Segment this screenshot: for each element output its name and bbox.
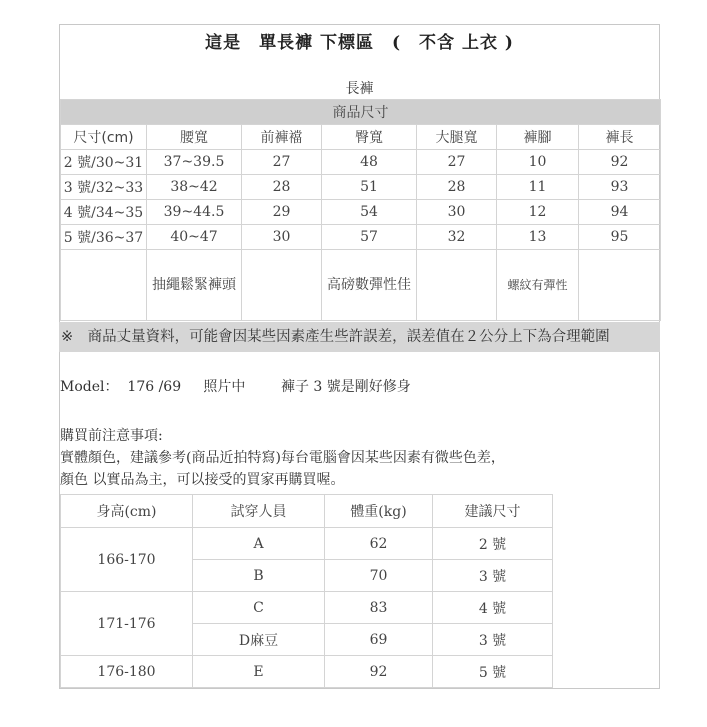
table-cell: 28 bbox=[417, 175, 497, 200]
table-cell: 4 號/34~35 bbox=[61, 200, 147, 225]
column-header: 大腿寬 bbox=[417, 125, 497, 150]
table-cell: 39~44.5 bbox=[147, 200, 242, 225]
feature-cell: 高磅數彈性佳 bbox=[322, 250, 417, 321]
model-photo-label: 照片中 bbox=[203, 379, 246, 395]
weight-cell: 69 bbox=[325, 624, 433, 656]
size-cell: 3 號 bbox=[433, 560, 553, 592]
column-header: 尺寸(cm) bbox=[61, 125, 147, 150]
column-header: 身高(cm) bbox=[61, 495, 193, 528]
size-table-header: 商品尺寸 bbox=[61, 100, 661, 125]
table-cell: 48 bbox=[322, 150, 417, 175]
feature-cell bbox=[579, 250, 661, 321]
table-row bbox=[61, 592, 553, 624]
feature-cell bbox=[242, 250, 322, 321]
model-fit-note: 褲子 3 號是剛好修身 bbox=[280, 379, 411, 395]
fitting-table bbox=[60, 494, 553, 688]
column-header: 試穿人員 bbox=[193, 495, 325, 528]
table-cell: 40~47 bbox=[147, 225, 242, 250]
height-cell: 176-180 bbox=[61, 656, 193, 688]
table-cell: 51 bbox=[322, 175, 417, 200]
height-cell: 166-170 bbox=[61, 528, 193, 592]
size-cell: 2 號 bbox=[433, 528, 553, 560]
tester-cell: E bbox=[193, 656, 325, 688]
table-cell: 92 bbox=[579, 150, 661, 175]
table-cell: 27 bbox=[242, 150, 322, 175]
feature-cell: 抽繩鬆緊褲頭 bbox=[147, 250, 242, 321]
table-cell: 11 bbox=[497, 175, 579, 200]
weight-cell: 83 bbox=[325, 592, 433, 624]
column-header: 腰寬 bbox=[147, 125, 242, 150]
weight-cell: 62 bbox=[325, 528, 433, 560]
height-cell: 171-176 bbox=[61, 592, 193, 656]
size-cell: 5 號 bbox=[433, 656, 553, 688]
weight-cell: 92 bbox=[325, 656, 433, 688]
table-cell: 12 bbox=[497, 200, 579, 225]
table-cell: 38~42 bbox=[147, 175, 242, 200]
table-cell: 37~39.5 bbox=[147, 150, 242, 175]
column-header: 前褲襠 bbox=[242, 125, 322, 150]
tester-cell: D麻豆 bbox=[193, 624, 325, 656]
model-stats: 176 /69 bbox=[127, 379, 182, 395]
tester-cell: A bbox=[193, 528, 325, 560]
table-cell: 54 bbox=[322, 200, 417, 225]
table-cell: 13 bbox=[497, 225, 579, 250]
column-header: 褲腳 bbox=[497, 125, 579, 150]
size-cell: 3 號 bbox=[433, 624, 553, 656]
product-category: 長褲 bbox=[345, 81, 374, 97]
size-table bbox=[60, 99, 661, 321]
feature-row bbox=[61, 250, 661, 321]
table-cell: 30 bbox=[417, 200, 497, 225]
table-cell: 29 bbox=[242, 200, 322, 225]
table-row bbox=[61, 528, 553, 560]
table-row bbox=[61, 225, 661, 250]
table-cell: 57 bbox=[322, 225, 417, 250]
table-cell: 5 號/36~37 bbox=[61, 225, 147, 250]
purchase-notice bbox=[60, 425, 505, 491]
notice-line: 顏色 以實品為主，可以接受的買家再購買喔。 bbox=[60, 472, 345, 488]
table-row bbox=[61, 150, 661, 175]
model-info bbox=[60, 376, 411, 396]
table-cell: 94 bbox=[579, 200, 661, 225]
notice-line: 實體顏色，建議參考(商品近拍特寫)每台電腦會因某些因素有微些色差， bbox=[60, 450, 505, 466]
feature-cell bbox=[417, 250, 497, 321]
table-cell: 2 號/30~31 bbox=[61, 150, 147, 175]
table-row bbox=[61, 656, 553, 688]
table-cell: 28 bbox=[242, 175, 322, 200]
table-cell: 93 bbox=[579, 175, 661, 200]
table-row bbox=[61, 200, 661, 225]
column-header: 建議尺寸 bbox=[433, 495, 553, 528]
table-cell: 10 bbox=[497, 150, 579, 175]
measurement-note: ※ 商品丈量資料，可能會因某些因素產生些許誤差，誤差值在２公分上下為合理範圍 bbox=[59, 322, 660, 352]
page-title: 這是 單長褲 下標區 ( 不含 上衣 ) bbox=[205, 33, 514, 53]
tester-cell: B bbox=[193, 560, 325, 592]
notice-heading: 購買前注意事項: bbox=[60, 428, 163, 444]
model-label: Model： bbox=[60, 379, 119, 395]
weight-cell: 70 bbox=[325, 560, 433, 592]
table-cell: 95 bbox=[579, 225, 661, 250]
feature-cell bbox=[61, 250, 147, 321]
column-header: 臀寬 bbox=[322, 125, 417, 150]
feature-cell: 螺紋有彈性 bbox=[497, 250, 579, 321]
table-row bbox=[61, 175, 661, 200]
column-header: 褲長 bbox=[579, 125, 661, 150]
size-cell: 4 號 bbox=[433, 592, 553, 624]
tester-cell: C bbox=[193, 592, 325, 624]
column-header: 體重(kg) bbox=[325, 495, 433, 528]
table-cell: 27 bbox=[417, 150, 497, 175]
table-cell: 3 號/32~33 bbox=[61, 175, 147, 200]
table-cell: 32 bbox=[417, 225, 497, 250]
table-cell: 30 bbox=[242, 225, 322, 250]
